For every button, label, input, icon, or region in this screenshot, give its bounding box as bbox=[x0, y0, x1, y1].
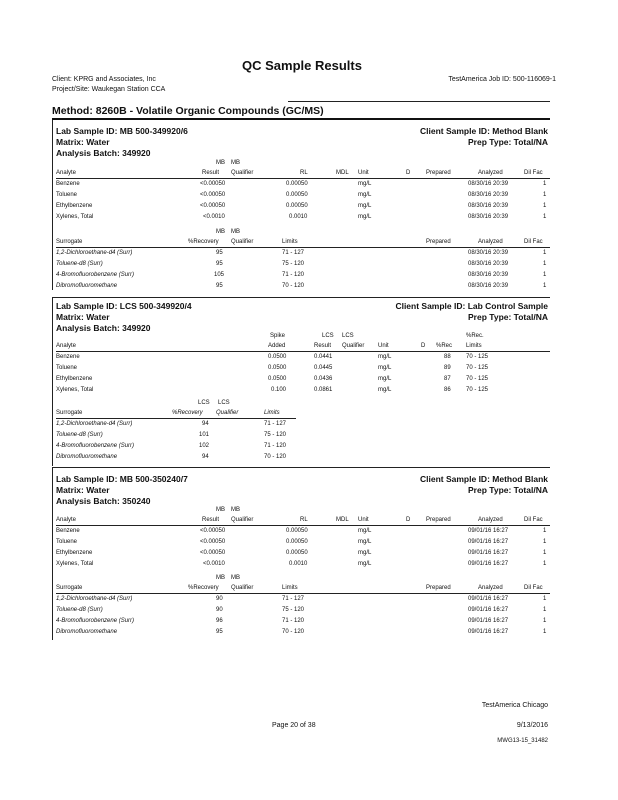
surrogate-name: Dibromofluoromethane bbox=[56, 629, 118, 635]
analyzed: 09/01/16 16:27 bbox=[468, 528, 509, 534]
project-line: Project/Site: Waukegan Station CCA bbox=[52, 86, 166, 93]
recovery: 94 bbox=[202, 421, 209, 427]
spike-added: 0.0500 bbox=[268, 376, 287, 382]
col-header: MB bbox=[216, 229, 225, 235]
analyzed: 08/30/16 20:39 bbox=[468, 261, 509, 267]
analyzed: 09/01/16 16:27 bbox=[468, 618, 509, 624]
limits: 71 - 120 bbox=[282, 618, 305, 624]
result: 0.0436 bbox=[314, 376, 333, 382]
recovery: 90 bbox=[216, 596, 223, 602]
footer-page: Page 20 of 38 bbox=[272, 722, 316, 729]
analyte-name: Toluene bbox=[56, 192, 78, 198]
rl: 0.0010 bbox=[289, 561, 308, 567]
col-header-recovery: %Recovery bbox=[172, 410, 203, 416]
rl: 0.00050 bbox=[286, 192, 308, 198]
col-header-d: D bbox=[406, 170, 411, 176]
col-header-surrogate: Surrogate bbox=[56, 410, 83, 416]
result: <0.00050 bbox=[200, 528, 226, 534]
result: 0.0441 bbox=[314, 354, 333, 360]
col-header-prepared: Prepared bbox=[426, 585, 451, 591]
recovery: 95 bbox=[216, 629, 223, 635]
col-header-unit: Unit bbox=[378, 343, 389, 349]
limits: 75 - 120 bbox=[264, 432, 287, 438]
recovery: 95 bbox=[216, 283, 223, 289]
lab-sample-id: Lab Sample ID: LCS 500-349920/4 bbox=[56, 301, 192, 311]
result: <0.00050 bbox=[200, 181, 226, 187]
rl: 0.00050 bbox=[286, 528, 308, 534]
result: <0.0010 bbox=[203, 561, 225, 567]
col-header-dilfac: Dil Fac bbox=[524, 239, 543, 245]
block-left-rule bbox=[52, 298, 53, 466]
rl: 0.00050 bbox=[286, 181, 308, 187]
block-left-rule bbox=[52, 120, 53, 290]
surrogate-name: 1,2-Dichloroethane-d4 (Surr) bbox=[56, 421, 133, 427]
limits: 71 - 120 bbox=[282, 272, 305, 278]
analysis-batch: Analysis Batch: 349920 bbox=[56, 323, 151, 333]
surrogate-name: Dibromofluoromethane bbox=[56, 454, 118, 460]
table-rule bbox=[56, 525, 550, 526]
col-header-rl: RL bbox=[300, 170, 308, 176]
unit: mg/L bbox=[378, 365, 392, 371]
surrogate-name: Toluene-d8 (Surr) bbox=[56, 432, 103, 438]
percent-rec: 87 bbox=[444, 376, 451, 382]
result: <0.0010 bbox=[203, 214, 225, 220]
job-id: TestAmerica Job ID: 500-116069-1 bbox=[448, 76, 556, 83]
col-header-analyzed: Analyzed bbox=[478, 585, 503, 591]
analyte-name: Benzene bbox=[56, 181, 80, 187]
page-title: QC Sample Results bbox=[242, 58, 362, 73]
analyzed: 08/30/16 20:39 bbox=[468, 250, 509, 256]
analyte-name: Xylenes, Total bbox=[56, 214, 94, 220]
table-rule bbox=[56, 178, 550, 179]
analyte-name: Xylenes, Total bbox=[56, 387, 94, 393]
surrogate-name: 1,2-Dichloroethane-d4 (Surr) bbox=[56, 250, 133, 256]
col-header-recovery: %Recovery bbox=[188, 239, 219, 245]
col-header: LCS bbox=[218, 400, 230, 406]
dil-fac: 1 bbox=[543, 550, 547, 556]
client-sample-id: Client Sample ID: Method Blank bbox=[420, 126, 548, 136]
rl: 0.00050 bbox=[286, 539, 308, 545]
col-header-d: D bbox=[421, 343, 426, 349]
col-header: MB bbox=[216, 575, 225, 581]
col-header: MB bbox=[231, 575, 240, 581]
rl: 0.00050 bbox=[286, 550, 308, 556]
client-line: Client: KPRG and Associates, Inc bbox=[52, 76, 156, 83]
col-header: LCS bbox=[342, 333, 354, 339]
col-header-limits: Limits bbox=[282, 239, 298, 245]
col-header-recovery: %Recovery bbox=[188, 585, 219, 591]
dil-fac: 1 bbox=[543, 561, 547, 567]
analyte-name: Ethylbenzene bbox=[56, 203, 93, 209]
col-header-qualifier: Qualifier bbox=[231, 585, 254, 591]
block-left-rule bbox=[52, 468, 53, 640]
col-header-unit: Unit bbox=[358, 517, 369, 523]
table-rule bbox=[56, 418, 296, 419]
surrogate-name: Dibromofluoromethane bbox=[56, 283, 118, 289]
analyte-name: Xylenes, Total bbox=[56, 561, 94, 567]
col-header-dilfac: Dil Fac bbox=[524, 170, 543, 176]
dil-fac: 1 bbox=[543, 261, 547, 267]
dil-fac: 1 bbox=[543, 214, 547, 220]
unit: mg/L bbox=[378, 376, 392, 382]
result: <0.00050 bbox=[200, 550, 226, 556]
col-header: LCS bbox=[322, 333, 334, 339]
unit: mg/L bbox=[358, 181, 372, 187]
result: 0.0445 bbox=[314, 365, 333, 371]
analyte-name: Benzene bbox=[56, 528, 80, 534]
unit: mg/L bbox=[358, 550, 372, 556]
dil-fac: 1 bbox=[543, 629, 547, 635]
analyzed: 08/30/16 20:39 bbox=[468, 214, 509, 220]
recovery: 101 bbox=[199, 432, 210, 438]
prep-type: Prep Type: Total/NA bbox=[468, 485, 548, 495]
recovery: 90 bbox=[216, 607, 223, 613]
limits: 71 - 120 bbox=[264, 443, 287, 449]
unit: mg/L bbox=[358, 214, 372, 220]
recovery: 95 bbox=[216, 261, 223, 267]
matrix: Matrix: Water bbox=[56, 312, 110, 322]
analyte-name: Toluene bbox=[56, 539, 78, 545]
col-header-prepared: Prepared bbox=[426, 170, 451, 176]
limits: 70 - 125 bbox=[466, 365, 489, 371]
col-header-added: Added bbox=[268, 343, 286, 349]
analyzed: 09/01/16 16:27 bbox=[468, 561, 509, 567]
col-header-rl: RL bbox=[300, 517, 308, 523]
dil-fac: 1 bbox=[543, 618, 547, 624]
result: 0.0861 bbox=[314, 387, 333, 393]
col-header-unit: Unit bbox=[358, 170, 369, 176]
recovery: 102 bbox=[199, 443, 210, 449]
block-rule bbox=[52, 467, 550, 468]
col-header-result: Result bbox=[202, 170, 220, 176]
surrogate-name: Toluene-d8 (Surr) bbox=[56, 607, 103, 613]
col-header-spike: Spike bbox=[270, 333, 286, 339]
limits: 70 - 125 bbox=[466, 376, 489, 382]
analyzed: 08/30/16 20:39 bbox=[468, 192, 509, 198]
col-header: MB bbox=[231, 160, 240, 166]
recovery: 105 bbox=[214, 272, 225, 278]
col-header-dilfac: Dil Fac bbox=[524, 517, 543, 523]
col-header-analyzed: Analyzed bbox=[478, 517, 503, 523]
limits: 70 - 125 bbox=[466, 354, 489, 360]
recovery: 94 bbox=[202, 454, 209, 460]
table-rule bbox=[56, 247, 550, 248]
lab-sample-id: Lab Sample ID: MB 500-349920/6 bbox=[56, 126, 188, 136]
dil-fac: 1 bbox=[543, 596, 547, 602]
col-header-dilfac: Dil Fac bbox=[524, 585, 543, 591]
col-header: MB bbox=[231, 507, 240, 513]
limits: 71 - 127 bbox=[282, 250, 305, 256]
col-header-limits: Limits bbox=[282, 585, 298, 591]
spike-added: 0.100 bbox=[271, 387, 287, 393]
prep-type: Prep Type: Total/NA bbox=[468, 312, 548, 322]
limits: 75 - 120 bbox=[282, 607, 305, 613]
col-header-analyte: Analyte bbox=[56, 170, 77, 176]
footer-date: 9/13/2016 bbox=[516, 722, 548, 729]
analyte-name: Ethylbenzene bbox=[56, 550, 93, 556]
limits: 70 - 120 bbox=[282, 283, 305, 289]
unit: mg/L bbox=[378, 387, 392, 393]
rl: 0.0010 bbox=[289, 214, 308, 220]
unit: mg/L bbox=[358, 528, 372, 534]
method-title: Method: 8260B - Volatile Organic Compounds (GC/MS) bbox=[52, 105, 324, 117]
col-header-qualifier: Qualifier bbox=[342, 343, 365, 349]
col-header-surrogate: Surrogate bbox=[56, 585, 83, 591]
col-header-result: Result bbox=[314, 343, 332, 349]
dil-fac: 1 bbox=[543, 181, 547, 187]
footer-company: TestAmerica Chicago bbox=[481, 702, 548, 709]
result: <0.00050 bbox=[200, 539, 226, 545]
unit: mg/L bbox=[358, 192, 372, 198]
analysis-batch: Analysis Batch: 350240 bbox=[56, 496, 151, 506]
footer-code: MWG13-15_31482 bbox=[497, 738, 548, 744]
spike-added: 0.0500 bbox=[268, 365, 287, 371]
analyte-name: Toluene bbox=[56, 365, 78, 371]
analyzed: 09/01/16 16:27 bbox=[468, 607, 509, 613]
surrogate-name: 1,2-Dichloroethane-d4 (Surr) bbox=[56, 596, 133, 602]
col-header-analyzed: Analyzed bbox=[478, 170, 503, 176]
analyzed: 08/30/16 20:39 bbox=[468, 283, 509, 289]
limits: 71 - 127 bbox=[282, 596, 305, 602]
limits: 75 - 120 bbox=[282, 261, 305, 267]
result: <0.00050 bbox=[200, 203, 226, 209]
analyzed: 09/01/16 16:27 bbox=[468, 550, 509, 556]
analyte-name: Ethylbenzene bbox=[56, 376, 93, 382]
col-header: MB bbox=[216, 160, 225, 166]
dil-fac: 1 bbox=[543, 192, 547, 198]
client-sample-id: Client Sample ID: Lab Control Sample bbox=[395, 301, 548, 311]
unit: mg/L bbox=[358, 203, 372, 209]
col-header-qualifier: Qualifier bbox=[231, 239, 254, 245]
col-header-limits: Limits bbox=[466, 343, 482, 349]
analyzed: 08/30/16 20:39 bbox=[468, 272, 509, 278]
dil-fac: 1 bbox=[543, 283, 547, 289]
analyzed: 08/30/16 20:39 bbox=[468, 181, 509, 187]
dil-fac: 1 bbox=[543, 539, 547, 545]
surrogate-name: 4-Bromofluorobenzene (Surr) bbox=[56, 272, 135, 278]
col-header-qualifier: Qualifier bbox=[231, 170, 254, 176]
col-header-result: Result bbox=[202, 517, 220, 523]
table-rule bbox=[56, 351, 550, 352]
col-header-rec: %Rec. bbox=[466, 333, 484, 339]
col-header-percent-rec: %Rec bbox=[436, 343, 453, 349]
col-header-limits: Limits bbox=[264, 410, 280, 416]
col-header-analyte: Analyte bbox=[56, 343, 77, 349]
matrix: Matrix: Water bbox=[56, 137, 110, 147]
col-header: MB bbox=[231, 229, 240, 235]
surrogate-name: 4-Bromofluorobenzene (Surr) bbox=[56, 618, 135, 624]
unit: mg/L bbox=[378, 354, 392, 360]
percent-rec: 88 bbox=[444, 354, 451, 360]
col-header-prepared: Prepared bbox=[426, 517, 451, 523]
limits: 70 - 125 bbox=[466, 387, 489, 393]
analysis-batch: Analysis Batch: 349920 bbox=[56, 148, 151, 158]
header-rule bbox=[288, 101, 550, 102]
dil-fac: 1 bbox=[543, 203, 547, 209]
rl: 0.00050 bbox=[286, 203, 308, 209]
client-sample-id: Client Sample ID: Method Blank bbox=[420, 474, 548, 484]
percent-rec: 89 bbox=[444, 365, 451, 371]
col-header-qualifier: Qualifier bbox=[231, 517, 254, 523]
prep-type: Prep Type: Total/NA bbox=[468, 137, 548, 147]
analyzed: 09/01/16 16:27 bbox=[468, 596, 509, 602]
col-header-mdl: MDL bbox=[336, 170, 349, 176]
analyzed: 09/01/16 16:27 bbox=[468, 539, 509, 545]
col-header-analyte: Analyte bbox=[56, 517, 77, 523]
analyzed: 09/01/16 16:27 bbox=[468, 629, 509, 635]
dil-fac: 1 bbox=[543, 250, 547, 256]
col-header: LCS bbox=[198, 400, 210, 406]
dil-fac: 1 bbox=[543, 528, 547, 534]
col-header: MB bbox=[216, 507, 225, 513]
spike-added: 0.0500 bbox=[268, 354, 287, 360]
matrix: Matrix: Water bbox=[56, 485, 110, 495]
result: <0.00050 bbox=[200, 192, 226, 198]
method-rule bbox=[52, 118, 550, 120]
unit: mg/L bbox=[358, 561, 372, 567]
col-header-surrogate: Surrogate bbox=[56, 239, 83, 245]
col-header-qualifier: Qualifier bbox=[216, 410, 239, 416]
dil-fac: 1 bbox=[543, 272, 547, 278]
limits: 70 - 120 bbox=[282, 629, 305, 635]
surrogate-name: 4-Bromofluorobenzene (Surr) bbox=[56, 443, 135, 449]
block-rule bbox=[52, 297, 550, 298]
surrogate-name: Toluene-d8 (Surr) bbox=[56, 261, 103, 267]
analyte-name: Benzene bbox=[56, 354, 80, 360]
table-rule bbox=[56, 593, 550, 594]
col-header-d: D bbox=[406, 517, 411, 523]
analyzed: 08/30/16 20:39 bbox=[468, 203, 509, 209]
limits: 71 - 127 bbox=[264, 421, 287, 427]
limits: 70 - 120 bbox=[264, 454, 287, 460]
col-header-mdl: MDL bbox=[336, 517, 349, 523]
percent-rec: 86 bbox=[444, 387, 451, 393]
recovery: 95 bbox=[216, 250, 223, 256]
col-header-analyzed: Analyzed bbox=[478, 239, 503, 245]
unit: mg/L bbox=[358, 539, 372, 545]
dil-fac: 1 bbox=[543, 607, 547, 613]
col-header-prepared: Prepared bbox=[426, 239, 451, 245]
recovery: 96 bbox=[216, 618, 223, 624]
lab-sample-id: Lab Sample ID: MB 500-350240/7 bbox=[56, 474, 188, 484]
